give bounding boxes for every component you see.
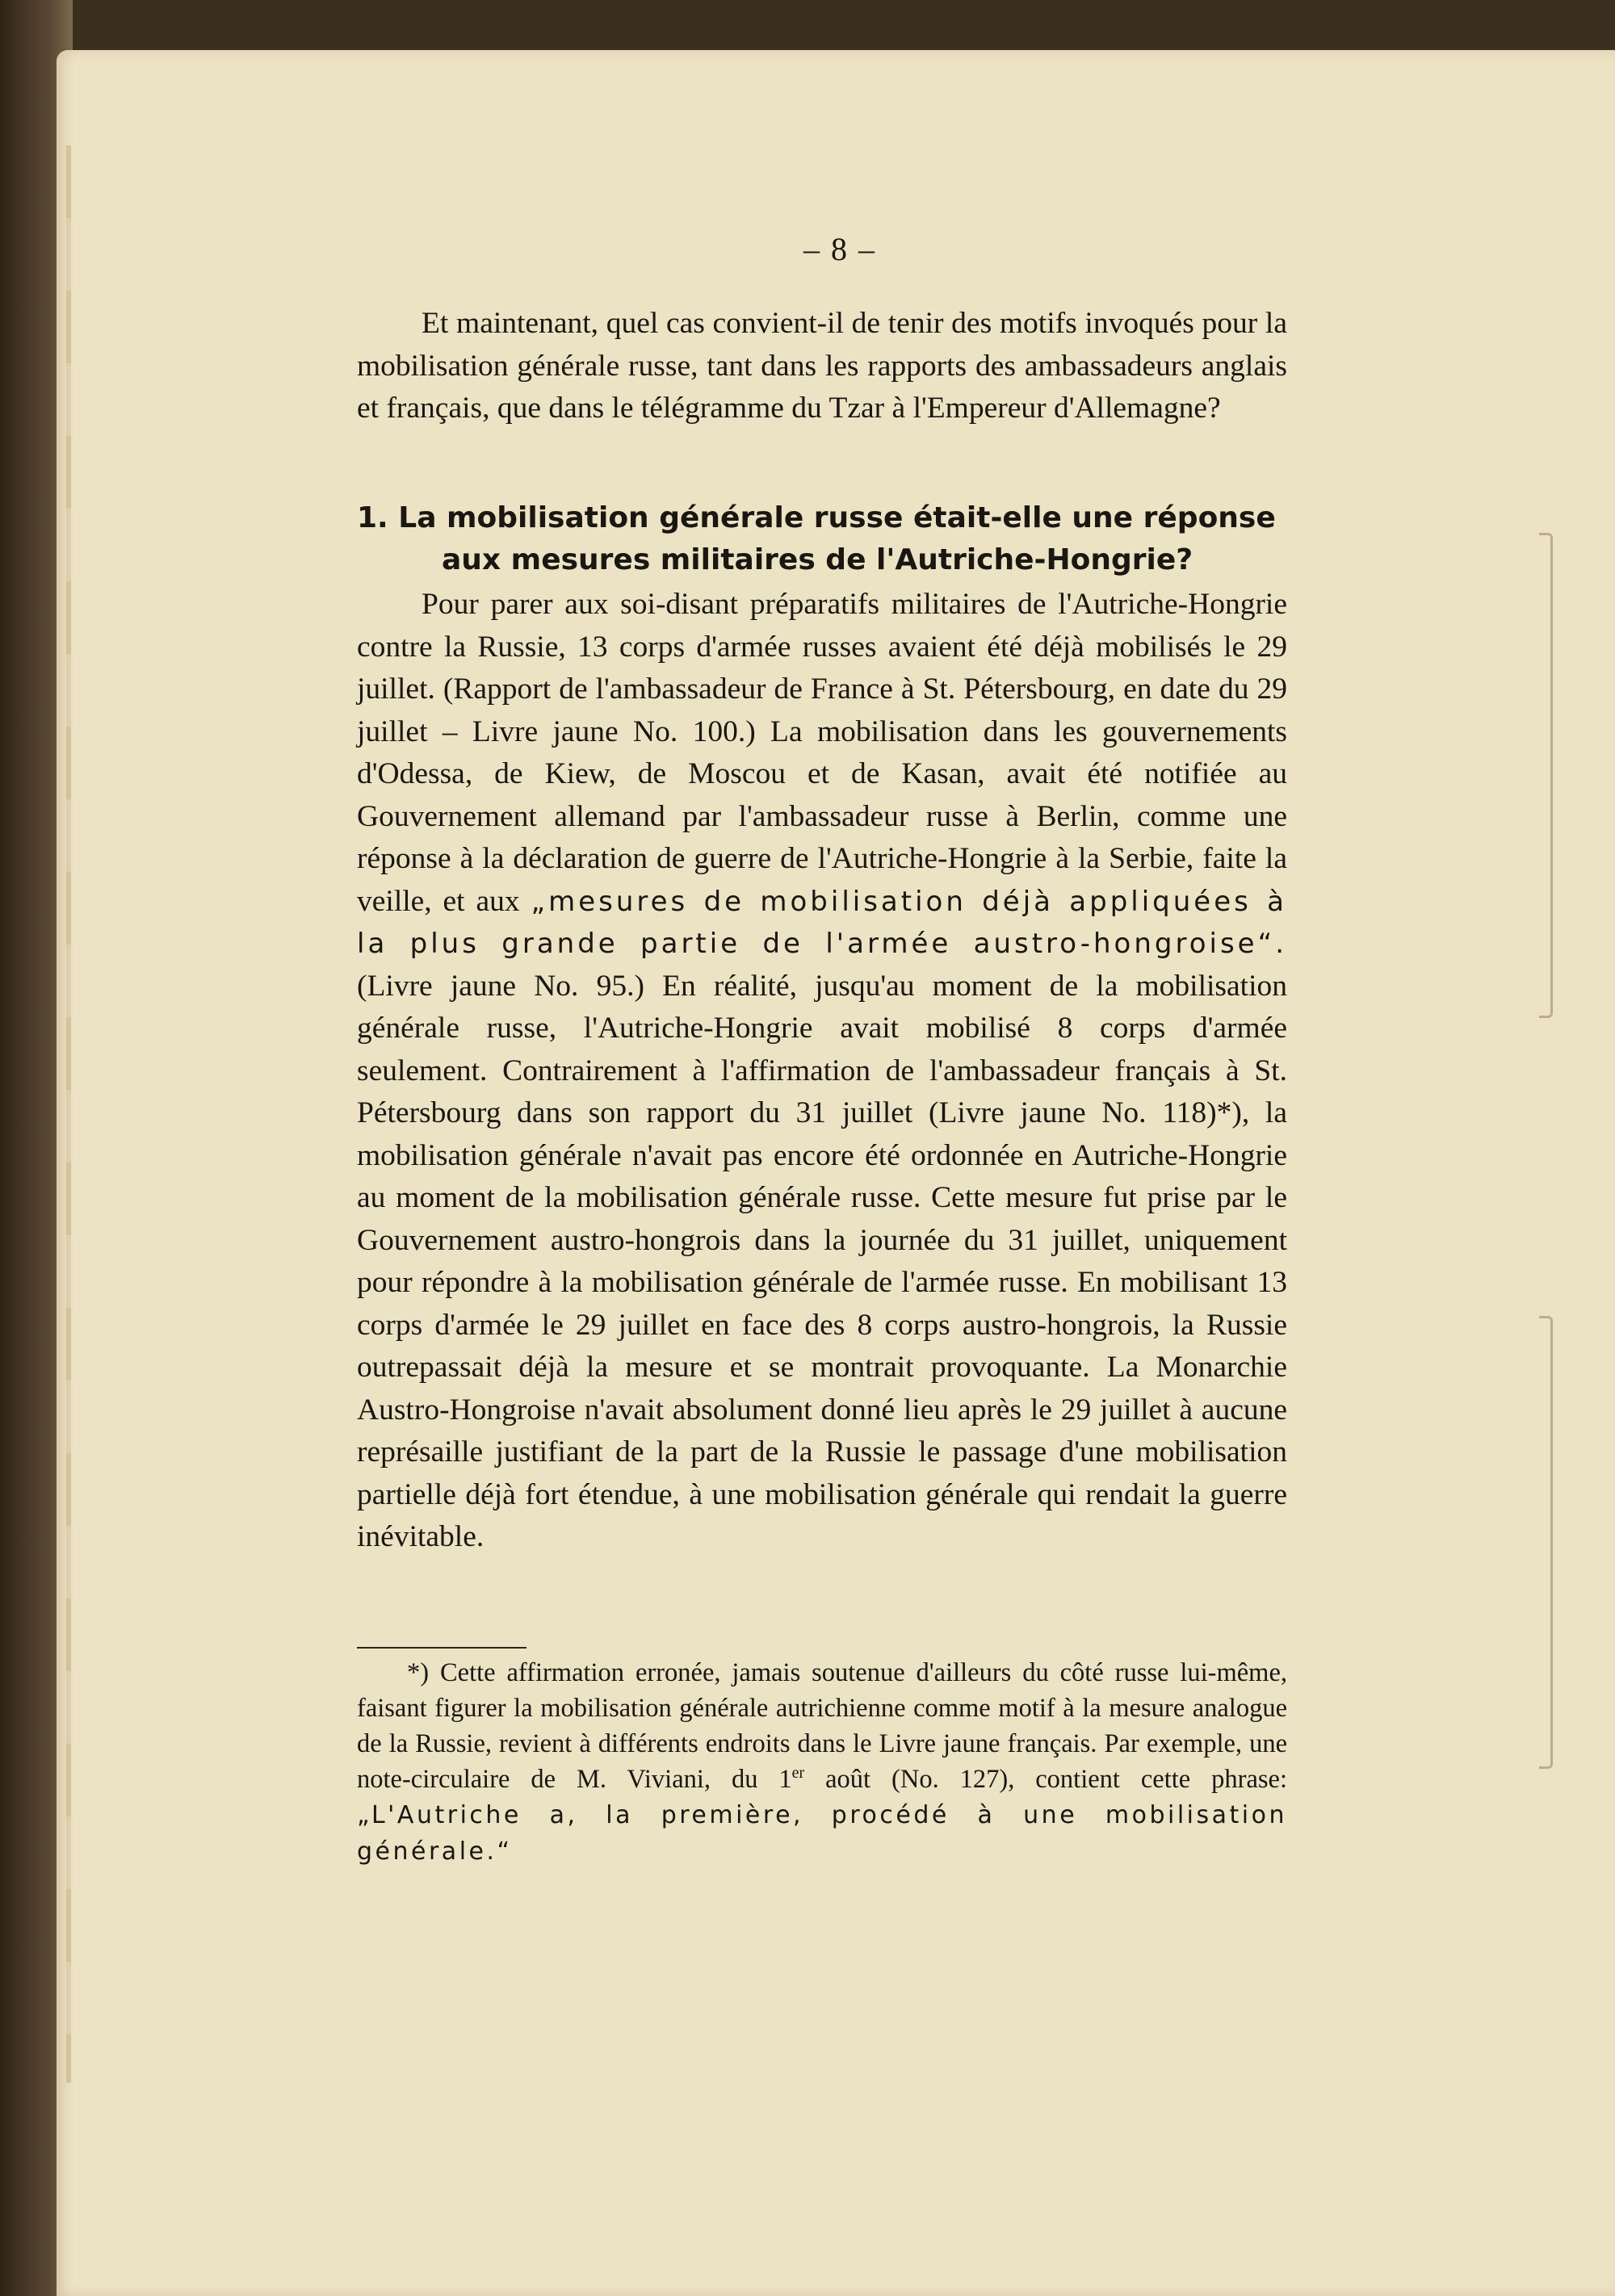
binding-mark-lower xyxy=(1539,1316,1553,1769)
footnote-marker: *) xyxy=(407,1658,430,1687)
footnote-superscript: er xyxy=(791,1764,805,1783)
page-number: – 8 – xyxy=(803,231,876,267)
footnote-text-part1: Cette affirmation erronée, jamais soutenue d'ailleurs du côté russe lui-même, faisant figurer la mobilisation générale autrichienne comme motif à la mesure analogue de la Russie, revient à différents endroits dans le Livre jaune français. Par exemple, une note-circulaire de M. Viviani, du 1 xyxy=(357,1658,1287,1794)
section-quote: „mesures de mobilisation déjà appliquées à la plus grande partie de l'armée austro-hongroise“. xyxy=(357,885,1287,960)
section-paragraph-text xyxy=(357,584,1287,1559)
footnote-quote: „L'Autriche a, la première, procédé à une mobilisation générale.“ xyxy=(357,1801,1287,1866)
section-paragraph xyxy=(357,584,1287,1559)
page-stack-edge xyxy=(66,145,71,2083)
intro-paragraph xyxy=(357,303,1287,430)
section-heading-line2: aux mesures militaires de l'Autriche-Hongrie? xyxy=(442,543,1193,576)
section-paragraph-part1: Pour parer aux soi-disant préparatifs militaires de l'Autriche-Hongrie contre la Russie, 13 corps d'armée russes avaient été déjà mobilisés le 29 juillet. (Rapport de l'ambassadeur de France à St. Pétersbourg, en date du 29 juillet – Livre jaune No. 100.) La mobilisation dans les gouvernements d'Odessa, de Kiew, de Moscou et de Kasan, avait été notifiée au Gouvernement allemand par l'ambassadeur russe à Berlin, comme une réponse à la déclaration de guerre de l'Autriche-Hongrie à la Serbie, faite la veille, et aux xyxy=(357,588,1287,918)
intro-paragraph-text: Et maintenant, quel cas convient-il de tenir des motifs invoqués pour la mobilisation générale russe, tant dans les rapports des ambassadeurs anglais et français, que dans le télégramme du Tzar à l'Empereur d'Allemagne? xyxy=(357,307,1287,425)
section-heading-line1: 1. La mobilisation générale russe était-elle une réponse xyxy=(357,501,1276,534)
section-paragraph-part2: (Livre jaune No. 95.) En réalité, jusqu'au moment de la mobilisation générale russe, l'Autriche-Hongrie avait mobilisé 8 corps d'armée seulement. Contrairement à l'affirmation de l'ambassadeur français à St. Pétersbourg dans son rapport du 31 juillet (Livre jaune No. 118)*), la mobilisation générale n'avait pas encore été ordonnée en Autriche-Hongrie au moment de la mobilisation générale russe. Cette mesure fut prise par le Gouvernement austro-hongrois dans la journée du 31 juillet, uniquement pour répondre à la mobilisation générale de l'armée russe. En mobilisant 13 corps d'armée le 29 juillet en face des 8 corps austro-hongrois, la Russie outrepassait déjà la mesure et se montrait provoquante. La Monarchie Austro-Hongroise n'avait absolument donné lieu après le 29 juillet à aucune représaille justifiant de la part de la Russie le passage d'une mobilisation partielle déjà fort étendue, à une mobilisation générale qui rendait la guerre inévitable. xyxy=(357,969,1287,1553)
footnote-rule xyxy=(357,1647,526,1649)
binding-mark-upper xyxy=(1539,533,1553,1018)
section-heading xyxy=(357,497,1287,581)
footnote xyxy=(357,1655,1287,1870)
footnote-text-part2: août (No. 127), contient cette phrase: xyxy=(804,1765,1287,1794)
